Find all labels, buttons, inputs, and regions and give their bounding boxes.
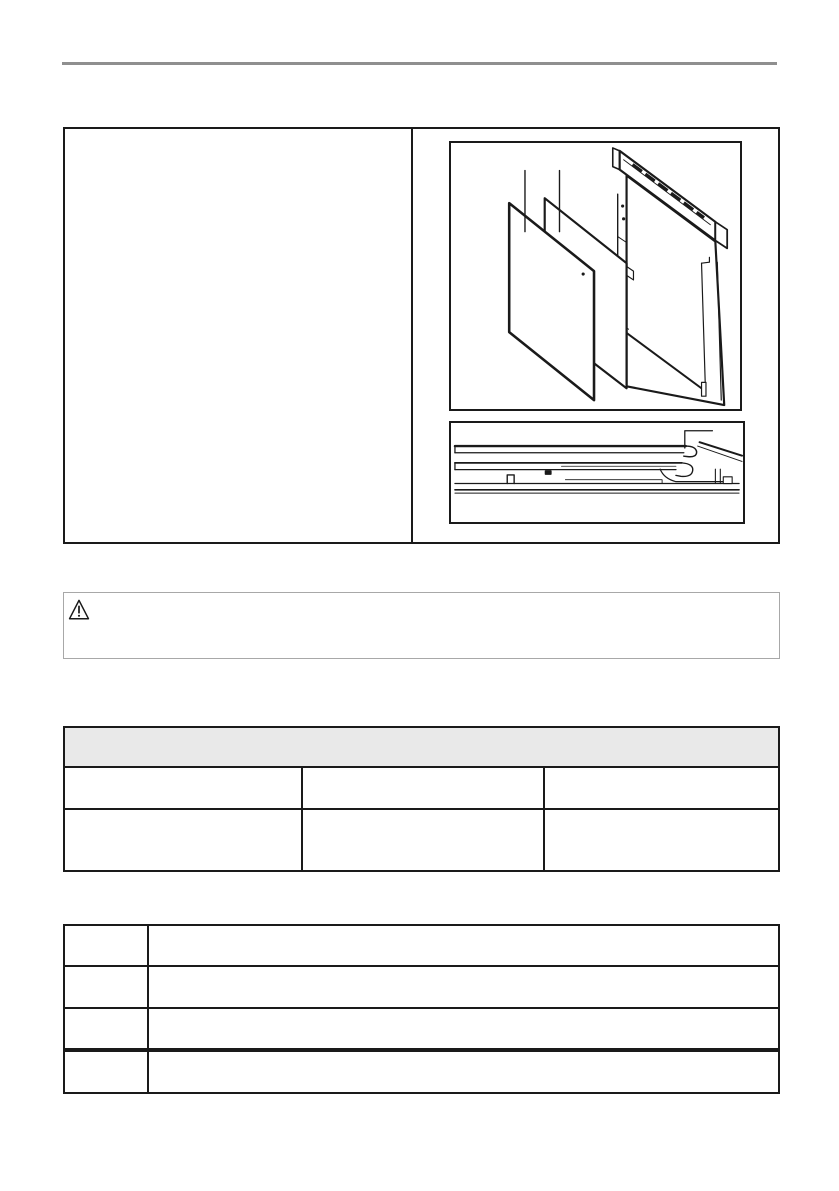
step-number-cell xyxy=(65,926,149,965)
oven-door-exploded-view-diagram xyxy=(451,143,740,409)
table-cell xyxy=(545,768,778,810)
steps-table xyxy=(63,924,780,1094)
step-text-cell xyxy=(149,926,778,965)
table-row xyxy=(65,768,778,810)
table-cell xyxy=(65,768,303,810)
step-number-cell xyxy=(65,1009,149,1048)
oven-door-exploded-view-figure xyxy=(449,141,742,411)
table-cell xyxy=(65,810,303,870)
content-panel xyxy=(63,127,780,544)
warning-triangle-icon xyxy=(68,598,90,622)
step-number-cell xyxy=(65,1052,149,1092)
table-row xyxy=(65,810,778,870)
page-header-rule xyxy=(62,62,777,65)
table-cell xyxy=(303,810,545,870)
table-row xyxy=(65,1009,778,1052)
step-text-cell xyxy=(149,967,778,1007)
table-row xyxy=(65,926,778,967)
table-cell xyxy=(303,768,545,810)
warning-box xyxy=(63,592,780,659)
instructions-cell xyxy=(65,129,411,542)
oven-door-cross-section-figure xyxy=(449,421,745,524)
spec-table xyxy=(63,726,780,872)
table-row xyxy=(65,967,778,1009)
column-divider xyxy=(411,129,413,542)
step-text-cell xyxy=(149,1052,778,1092)
table-row xyxy=(65,1052,778,1092)
step-text-cell xyxy=(149,1009,778,1048)
spec-table-header xyxy=(65,728,778,768)
table-cell xyxy=(545,810,778,870)
step-number-cell xyxy=(65,967,149,1007)
oven-door-cross-section-diagram xyxy=(451,423,743,522)
